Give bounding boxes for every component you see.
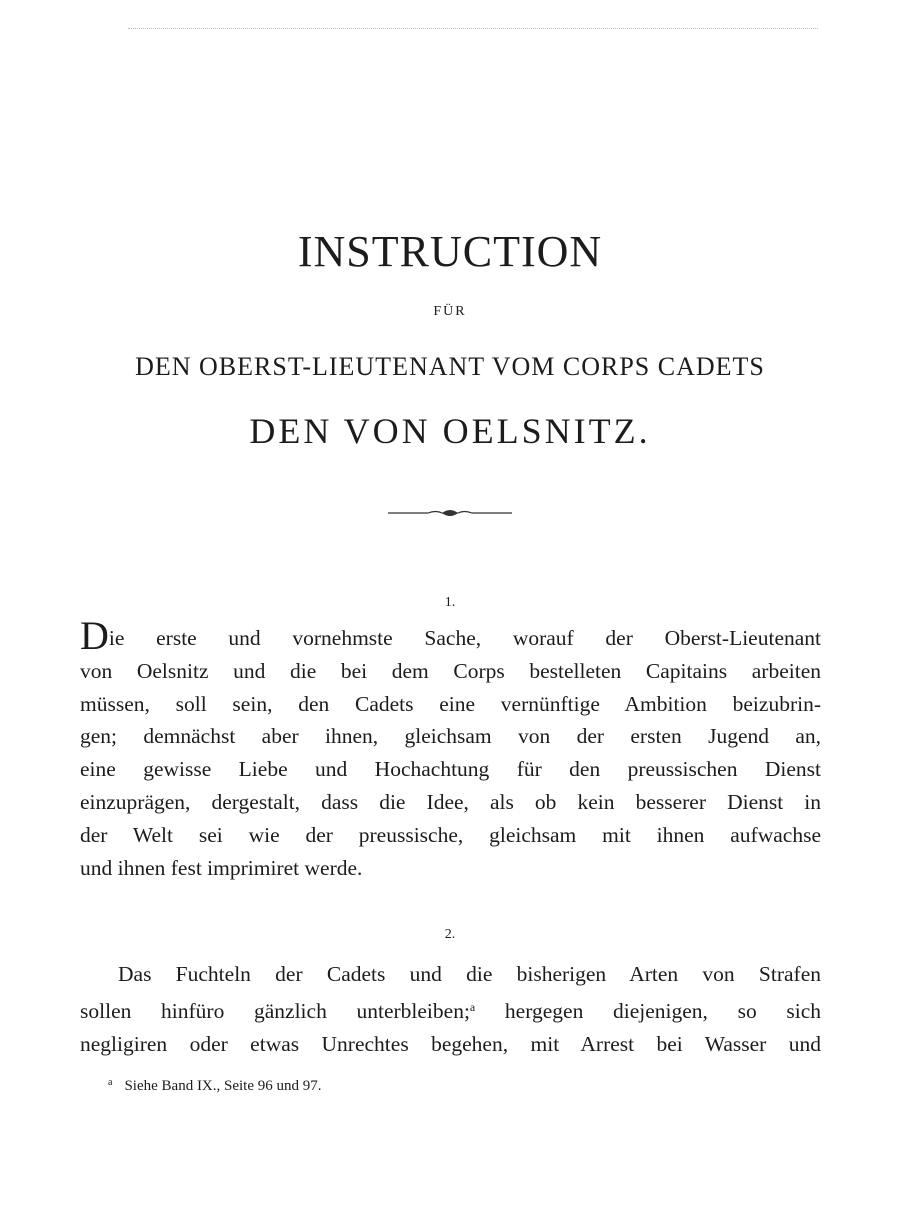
top-rule <box>128 28 818 29</box>
drop-cap: D <box>80 613 109 658</box>
paragraph-line: einzuprägen, dergestalt, dass die Idee, als ob kein besserer Dienst in <box>80 789 821 814</box>
paragraph-line: Die erste und vornehmste Sache, worauf der Oberst-Lieutenant <box>80 613 821 658</box>
paragraph-line: von Oelsnitz und die bei dem Corps bestelleten Capitains arbeiten <box>80 658 821 683</box>
footnote-text: Siehe Band IX., Seite 96 und 97. <box>124 1078 322 1094</box>
section-number-1: 1. <box>444 595 456 610</box>
paragraph-line: eine gewisse Liebe und Hochachtung für den preussischen Dienst <box>80 757 821 782</box>
subtitle-name: DEN VON OELSNITZ. <box>249 411 651 451</box>
paragraph-line: der Welt sei wie der preussische, gleichsam mit ihnen aufwachse <box>80 822 821 847</box>
paragraph-line: und ihnen fest imprimiret werde. <box>80 855 363 880</box>
paragraph-line: müssen, soll sein, den Cadets eine vernünftige Ambition beizubrin- <box>80 691 821 716</box>
subtitle-fur: FÜR <box>433 304 467 319</box>
paragraph-1 <box>80 613 821 884</box>
footnote-reference: a <box>469 999 476 1014</box>
footnote <box>108 1073 322 1096</box>
paragraph-2 <box>80 958 821 1060</box>
section-number-2: 2. <box>444 927 456 942</box>
paragraph-line: gen; demnächst aber ihnen, gleichsam von der ersten Jugend an, <box>80 724 821 749</box>
ornament-divider-icon <box>388 505 512 521</box>
subtitle-recipient: DEN OBERST-LIEUTENANT VOM CORPS CADETS <box>135 352 765 381</box>
paragraph-line: Das Fuchteln der Cadets und die bisherigen Arten von Strafen <box>118 962 821 986</box>
footnote-mark: a <box>108 1077 113 1088</box>
paragraph-line: sollen hinfüro gänzlich unterbleiben;$^a$ hergegen diejenigen, so sich <box>80 998 822 1023</box>
paragraph-line: negligiren oder etwas Unrechtes begehen, mit Arrest bei Wasser und <box>80 1031 821 1056</box>
page-title: INSTRUCTION <box>297 227 603 276</box>
